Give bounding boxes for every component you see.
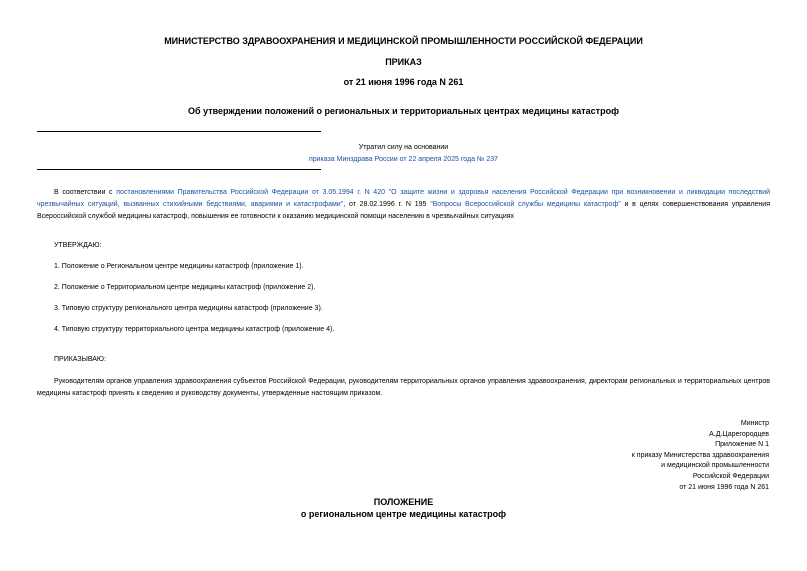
approve-heading: УТВЕРЖДАЮ: bbox=[54, 242, 102, 249]
doc-type-heading: ПРИКАЗ bbox=[385, 57, 422, 67]
approve-item-4: 4. Типовую структуру территориального центра медицины катастроф (приложение 4). bbox=[54, 326, 335, 333]
approve-item-1: 1. Положение о Региональном центре медицины катастроф (приложение 1). bbox=[54, 263, 304, 270]
approve-item-2: 2. Положение о Территориальном центре медицины катастроф (приложение 2). bbox=[54, 284, 316, 291]
signature-line: и медицинской промышленности bbox=[661, 462, 769, 470]
doc-date-number: от 21 июня 1996 года N 261 bbox=[343, 77, 464, 87]
preamble-text-3: и в целях совершенствования управления Всероссийской службой медицины катастроф, повышения ее готовности к оказанию медицинской помощи населению в чрезвычайных ситуациях bbox=[37, 201, 770, 220]
divider-top bbox=[37, 131, 321, 132]
signature-line: Приложение N 1 bbox=[715, 441, 769, 449]
preamble-link-2[interactable]: "Вопросы Всероссийской службы медицины катастроф" bbox=[430, 201, 621, 208]
status-link[interactable]: приказа Минздрава России от 22 апреля 2025 года № 237 bbox=[308, 156, 499, 163]
preamble-link-1[interactable]: постановлениями Правительства Российской Федерации от 3.05.1994 г. N 420 "О защите жизни и здоровья населения Российской Федерации при возникновении и ликвидации последствий чрезвычайных ситуаций, вызванных стихийными бедствиями, авариями и катастрофами" bbox=[37, 189, 771, 208]
appendix-subtitle: о региональном центре медицины катастроф bbox=[300, 509, 507, 519]
order-heading: ПРИКАЗЫВАЮ: bbox=[54, 356, 106, 363]
signature-line: Российской Федерации bbox=[692, 472, 769, 480]
preamble-text-2: , от 28.02.1996 г. N 195 bbox=[343, 201, 431, 208]
signature-line: Министр bbox=[740, 420, 769, 427]
signature-line: к приказу Министерства здравоохранения bbox=[631, 451, 769, 459]
status-block bbox=[37, 142, 770, 166]
order-paragraph: Руководителям органов управления здравоохранения субъектов Российской Федерации, руководителям территориальных органов управления здравоохранения, директорам региональных и территориальных центров медицины катастроф принять к сведению и руководству документы, утвержденные настоящим приказом. bbox=[37, 378, 770, 397]
preamble-paragraph bbox=[37, 187, 770, 223]
signature-line: А.Д.Царегородцев bbox=[709, 430, 769, 438]
status-text: Утратил силу на основании bbox=[358, 144, 449, 151]
ministry-heading: МИНИСТЕРСТВО ЗДРАВООХРАНЕНИЯ И МЕДИЦИНСКОЙ ПРОМЫШЛЕННОСТИ РОССИЙСКОЙ ФЕДЕРАЦИИ bbox=[164, 36, 643, 46]
signature-block bbox=[509, 419, 769, 493]
document-title: Об утверждении положений о региональных и территориальных центрах медицины катастроф bbox=[188, 106, 619, 116]
appendix-title: ПОЛОЖЕНИЕ bbox=[373, 497, 434, 507]
divider-bottom bbox=[37, 169, 321, 170]
signature-line: от 21 июня 1996 года N 261 bbox=[679, 483, 769, 491]
preamble-text-1: В соответствии с bbox=[54, 189, 117, 196]
approve-item-3: 3. Типовую структуру регионального центра медицины катастроф (приложение 3). bbox=[54, 305, 323, 312]
